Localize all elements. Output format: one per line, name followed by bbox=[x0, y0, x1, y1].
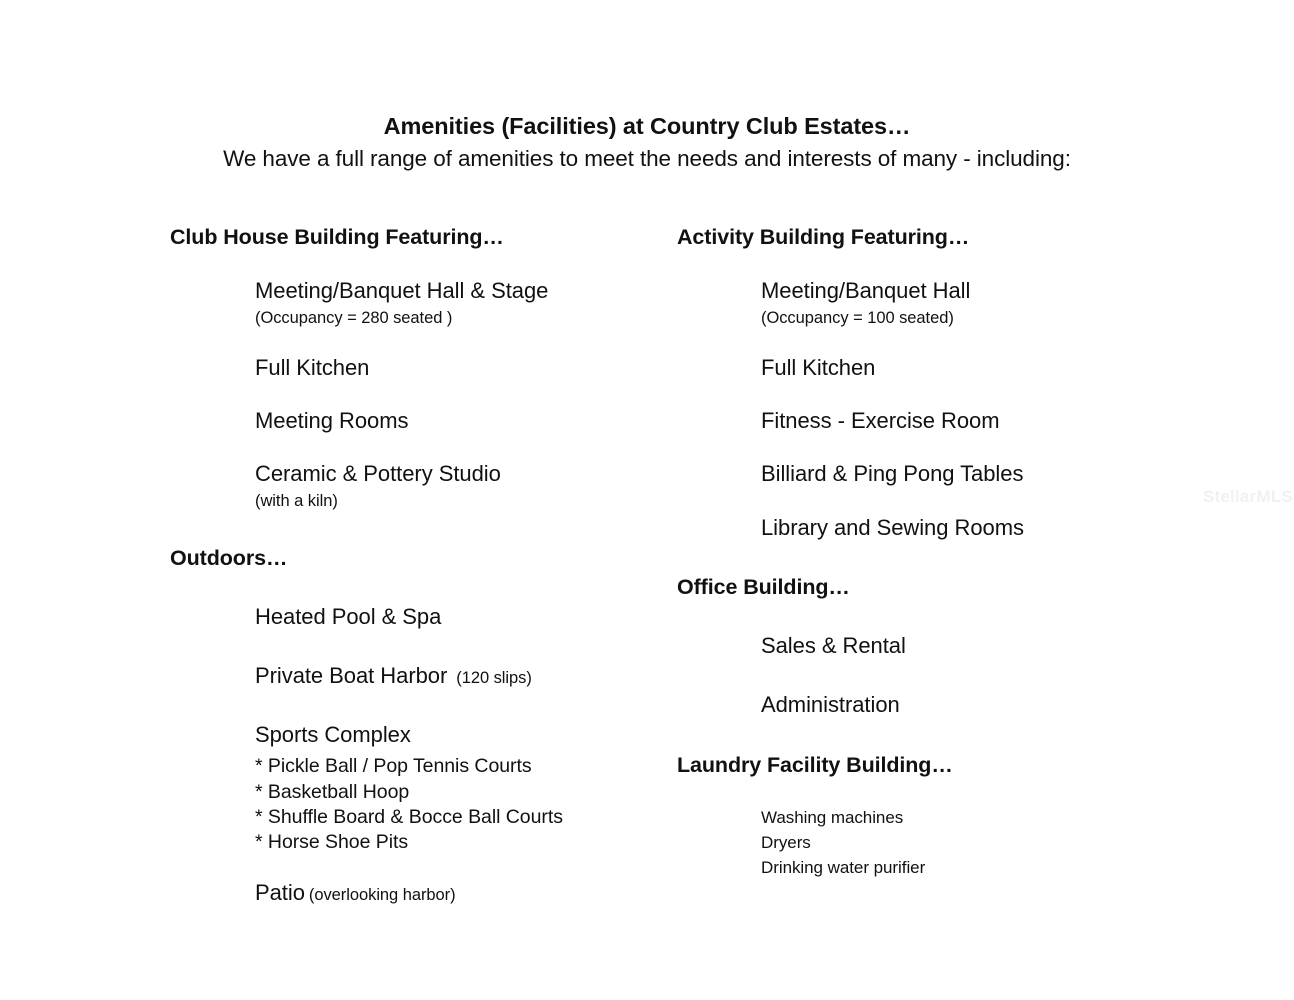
section-heading-outdoors: Outdoors… bbox=[170, 546, 288, 570]
item-drinking-water-purifier: Drinking water purifier bbox=[761, 858, 926, 877]
item-meeting-rooms: Meeting Rooms bbox=[255, 408, 409, 433]
item-note-120-slips: (120 slips) bbox=[456, 669, 532, 687]
item-private-boat-harbor-label: Private Boat Harbor bbox=[255, 663, 448, 688]
stellar-mls-watermark: StellarMLS bbox=[1203, 487, 1293, 506]
item-heated-pool-spa: Heated Pool & Spa bbox=[255, 604, 442, 629]
section-heading-office-building: Office Building… bbox=[677, 575, 850, 599]
item-meeting-banquet-hall-stage: Meeting/Banquet Hall & Stage bbox=[255, 278, 549, 303]
item-patio-label: Patio bbox=[255, 880, 305, 905]
item-dryers: Dryers bbox=[761, 833, 811, 852]
bullet-pickle-ball: * Pickle Ball / Pop Tennis Courts bbox=[255, 755, 532, 777]
item-fitness-exercise-room: Fitness - Exercise Room bbox=[761, 408, 1000, 433]
bullet-basketball-hoop: * Basketball Hoop bbox=[255, 781, 410, 803]
item-note-overlooking-harbor: (overlooking harbor) bbox=[308, 886, 456, 904]
item-meeting-banquet-hall: Meeting/Banquet Hall bbox=[761, 278, 971, 303]
page-subtitle: We have a full range of amenities to meet the needs and interests of many - including: bbox=[223, 146, 1071, 171]
section-heading-activity-building: Activity Building Featuring… bbox=[677, 225, 970, 249]
item-ceramic-pottery-studio: Ceramic & Pottery Studio bbox=[255, 461, 501, 486]
item-administration: Administration bbox=[761, 692, 900, 717]
item-full-kitchen-clubhouse: Full Kitchen bbox=[255, 355, 370, 380]
item-patio bbox=[255, 880, 456, 905]
item-private-boat-harbor bbox=[255, 663, 532, 688]
page-title: Amenities (Facilities) at Country Club Estates… bbox=[383, 113, 911, 139]
section-heading-club-house: Club House Building Featuring… bbox=[170, 225, 504, 249]
item-note-occupancy-280: (Occupancy = 280 seated ) bbox=[255, 309, 453, 327]
section-heading-laundry-facility: Laundry Facility Building… bbox=[677, 753, 953, 777]
item-sales-rental: Sales & Rental bbox=[761, 633, 906, 658]
item-full-kitchen-activity: Full Kitchen bbox=[761, 355, 876, 380]
item-washing-machines: Washing machines bbox=[761, 808, 904, 827]
bullet-horse-shoe-pits: * Horse Shoe Pits bbox=[255, 831, 409, 853]
item-library-sewing-rooms: Library and Sewing Rooms bbox=[761, 515, 1024, 540]
item-note-occupancy-100: (Occupancy = 100 seated) bbox=[761, 309, 954, 327]
item-note-with-a-kiln: (with a kiln) bbox=[255, 492, 338, 510]
bullet-shuffle-board-bocce: * Shuffle Board & Bocce Ball Courts bbox=[255, 806, 563, 828]
item-billiard-ping-pong-tables: Billiard & Ping Pong Tables bbox=[761, 461, 1024, 486]
item-sports-complex: Sports Complex bbox=[255, 722, 411, 747]
